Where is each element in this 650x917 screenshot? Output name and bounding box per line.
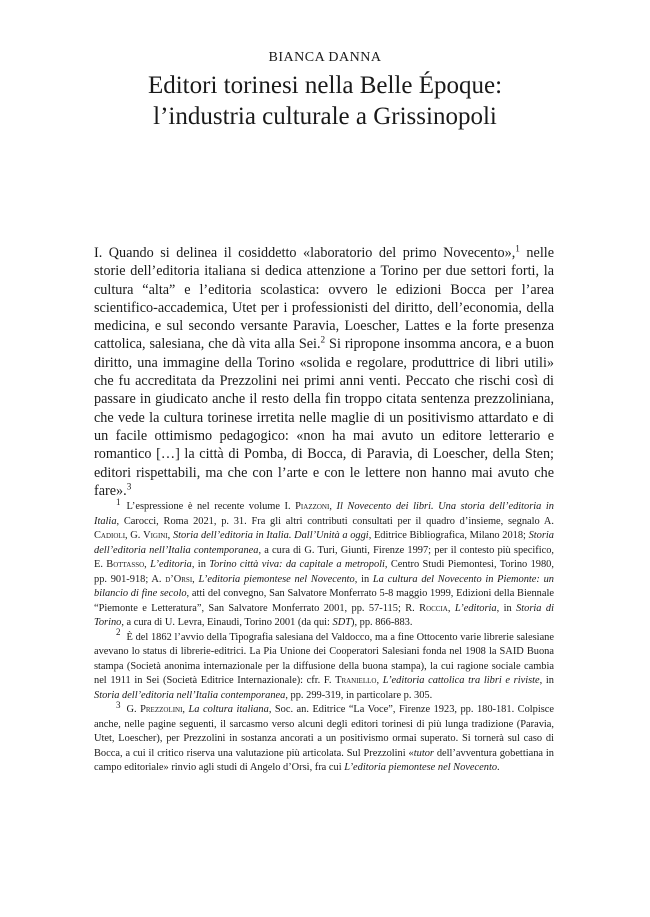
footnote-number: 2 [116, 627, 121, 638]
book-title: L’editoria [150, 559, 192, 570]
text-span: ), pp. 866-883. [351, 617, 413, 628]
book-title: La cultura del Novecento in Piemonte: un bilancio di fine secolo [94, 573, 555, 599]
author-name: Cadioli [94, 530, 126, 541]
footnote-ref-3: 3 [126, 481, 132, 492]
text-span: , pp. 299-319, in particolare p. 305. [285, 689, 433, 701]
text-span: , Editrice Bibliografica, Milano 2018; [368, 530, 529, 541]
text-span: , in [354, 573, 373, 585]
text-span: , in [496, 602, 517, 614]
author-name: BIANCA DANNA [268, 50, 382, 65]
text-span: , Centro Studi Piemontesi, Torino 1980, pp. 901-918; A. [94, 559, 554, 585]
text-span: I. Quando si delinea il cosiddetto «laboratorio del primo Novecento», [94, 245, 516, 261]
book-title: Storia dell’editoria nell’Italia contemporanea [94, 689, 286, 701]
body-text [94, 244, 554, 500]
text-span: , atti del convegno, San Salvatore Monferrato 5-8 maggio 1999, Edizioni della Biennale “Piemonte e Letteratura”, San Salvatore Monferrato 2001, pp. 57-115; R. [94, 588, 554, 614]
book-title: Storia dell’editoria nell’Italia contemporanea [94, 530, 554, 556]
text-span: , in [191, 559, 210, 570]
book-title: Il Novecento dei libri. Una storia dell’editoria in Italia [94, 501, 555, 527]
title-line-2: l’industria culturale a Grissinopoli [153, 103, 497, 130]
author-name: Vigini [143, 530, 168, 541]
footnotes [94, 496, 555, 776]
text-span: , Soc. an. Editrice “La Voce”, Firenze 1923, pp. 180-181. Colpisce anche, nelle pagine seguenti, il sarcasmo verso alcuni degli editori torinesi di più lunga tradizione (Paravia, Utet, Loescher), per Prezzolini in sostanza ancorati a un positivismo ormai superato. Si tornerà sul caso di Bocca, a cui il critico riserva una valutazione più articolata. Sul Prezzolini « [94, 704, 555, 759]
author-name: Bottasso [106, 559, 145, 570]
author-name: Roccia [419, 602, 448, 614]
text-span: , in [539, 675, 554, 686]
author-name: Traniello [335, 675, 377, 686]
book-title: SDT [332, 617, 351, 628]
text-span: nelle storie dell’editoria italiana si dedica attenzione a Torino per due settori forti, la cultura “alta” e l’editoria scolastica: ovvero le edizioni Bocca per l’area scientifico-accademica, Utet per i professionisti del diritto, dell’economia, della medicina, e sul secondo versante Paravia, Loescher, Lattes e la forte presenza cattolica, salesiana, che dà vita alla Sei. [94, 245, 554, 353]
emphasis: tutor [413, 747, 434, 759]
paragraph-1 [94, 244, 554, 500]
footnote-3: 3 G. Prezzolini, La coltura italiana, Soc. an. Editrice “La Voce”, Firenze 1923, pp. 180-181. Colpisce anche, nelle pagine seguenti, il sarcasmo verso alcuni degli editori torinesi di più lunga tradizione (Paravia, Utet, Loescher), per Prezzolini in sostanza ancorati a un positivismo ormai superato. Si tornerà sul caso di Bocca, a cui il critico riserva una valutazione più articolata. Sul Prezzolini «tutor dell’avventura gobettiana in campo editoriale» rinvio agli studi di Angelo d’Orsi, fra cui L’editoria piemontese nel Novecento. [94, 699, 555, 773]
book-title: Storia di Torino [94, 602, 554, 628]
book-title: Storia dell’editoria in Italia. Dall’Unità a oggi [172, 530, 369, 541]
text-span: , G. [125, 530, 144, 541]
text-span: , Carocci, Roma 2021, p. 31. Fra gli altri contributi consultati per il quadro d’insieme, segnalo A. [116, 515, 554, 527]
text-span: , a cura di G. Turi, Giunti, Firenze 1997; per il contesto più specifico, E. [94, 544, 554, 570]
footnote-ref-2: 2 [320, 334, 326, 345]
text-span: G. [126, 704, 141, 715]
book-title: L’editoria cattolica tra libri e riviste [382, 675, 540, 686]
text-span: Si ripropone insomma ancora, e a buon diritto, una immagine della Torino «solida e regolare, produttrice di libri utili» che fu accreditata da Prezzolini nei primi anni venti. Peccato che rischi così di passare in giudicato anche il resto della fin troppo citata sentenza prezzoliniana, che vede la cultura torinese irretita nelle maglie di un positivismo attardato e di un facile ottimismo pedagogico: «non ha mai avuto un editore letterario e romantico […] la città di Pomba, di Bocca, di Paravia, di Loescher, della Sten; editori rispettabili, ma che con l’arte e con le lettere non hanno mai avuto che fare». [94, 336, 555, 499]
footnote-2: 2 È del 1862 l’avvio della Tipografia salesiana del Valdocco, ma a fine Ottocento varie librerie salesiane avevano lo status di librerie-editrici. La Pia Unione dei Cooperatori Salesiani fonda nel 1908 la SAID Buona stampa (Società anonima internazionale per la diffusione della buona stampa), la cui ragione sociale cambia nel 1911 in Sei (Società Editrice Internazionale): cfr. F. Traniello, L’editoria cattolica tra libri e riviste, in Storia dell’editoria nell’Italia contemporanea, pp. 299-319, in particolare p. 305. [94, 627, 554, 701]
chapter-title [0, 70, 650, 132]
book-title: Torino città viva: da capitale a metropoli [209, 559, 385, 570]
text-span: , a cura di U. Levra, Einaudi, Torino 2001 (da qui: [121, 617, 333, 628]
text-span: L’espressione è nel recente volume I. [126, 501, 296, 512]
text-span: . [497, 762, 500, 773]
footnote-ref-1: 1 [515, 243, 520, 254]
author-name: d’Orsi [165, 573, 193, 585]
text-span: dell’avventura gobettiana in campo editoriale» rinvio agli studi di Angelo d’Orsi, fra cui [94, 747, 554, 773]
book-title: L’editoria piemontese nel Novecento [344, 762, 498, 773]
book-title: La coltura italiana [188, 704, 269, 715]
title-line-1: Editori torinesi nella Belle Époque: [147, 72, 503, 99]
book-title: L’editoria piemontese nel Novecento [198, 573, 355, 585]
author-name: Piazzoni [295, 501, 330, 512]
book-title: L’editoria [454, 602, 497, 614]
footnote-1: 1 L’espressione è nel recente volume I. Piazzoni, Il Novecento dei libri. Una storia dell’editoria in Italia, Carocci, Roma 2021, p. 31. Fra gli altri contributi consultati per il quadro d’insieme, segnalo A. Cadioli, G. Vigini, Storia dell’editoria in Italia. Dall’Unità a oggi, Editrice Bibliografica, Milano 2018; Storia dell’editoria nell’Italia contemporanea, a cura di G. Turi, Giunti, Firenze 1997; per il contesto più specifico, E. Bottasso, L’editoria, in Torino città viva: da capitale a metropoli, Centro Studi Piemontesi, Torino 1980, pp. 901-918; A. d’Orsi, L’editoria piemontese nel Novecento, in La cultura del Novecento in Piemonte: un bilancio di fine secolo, atti del convegno, San Salvatore Monferrato 5-8 maggio 1999, Edizioni della Biennale “Piemonte e Letteratura”, San Salvatore Monferrato 2001, pp. 57-115; R. Roccia, L’editoria, in Storia di Torino, a cura di U. Levra, Einaudi, Torino 2001 (da qui: SDT), pp. 866-883. [94, 496, 555, 628]
footnote-number: 1 [116, 496, 121, 507]
text-span: È del 1862 l’avvio della Tipografia salesiana del Valdocco, ma a fine Ottocento varie librerie salesiane avevano lo status di librerie-editrici. La Pia Unione dei Cooperatori Salesiani fonda nel 1908 la SAID Buona stampa (Società anonima internazionale per la diffusione della buona stampa), la cui ragione sociale cambia nel 1911 in Sei (Società Editrice Internazionale): cfr. F. [94, 631, 554, 686]
footnote-number: 3 [116, 699, 121, 710]
author-name: Prezzolini [140, 704, 183, 715]
